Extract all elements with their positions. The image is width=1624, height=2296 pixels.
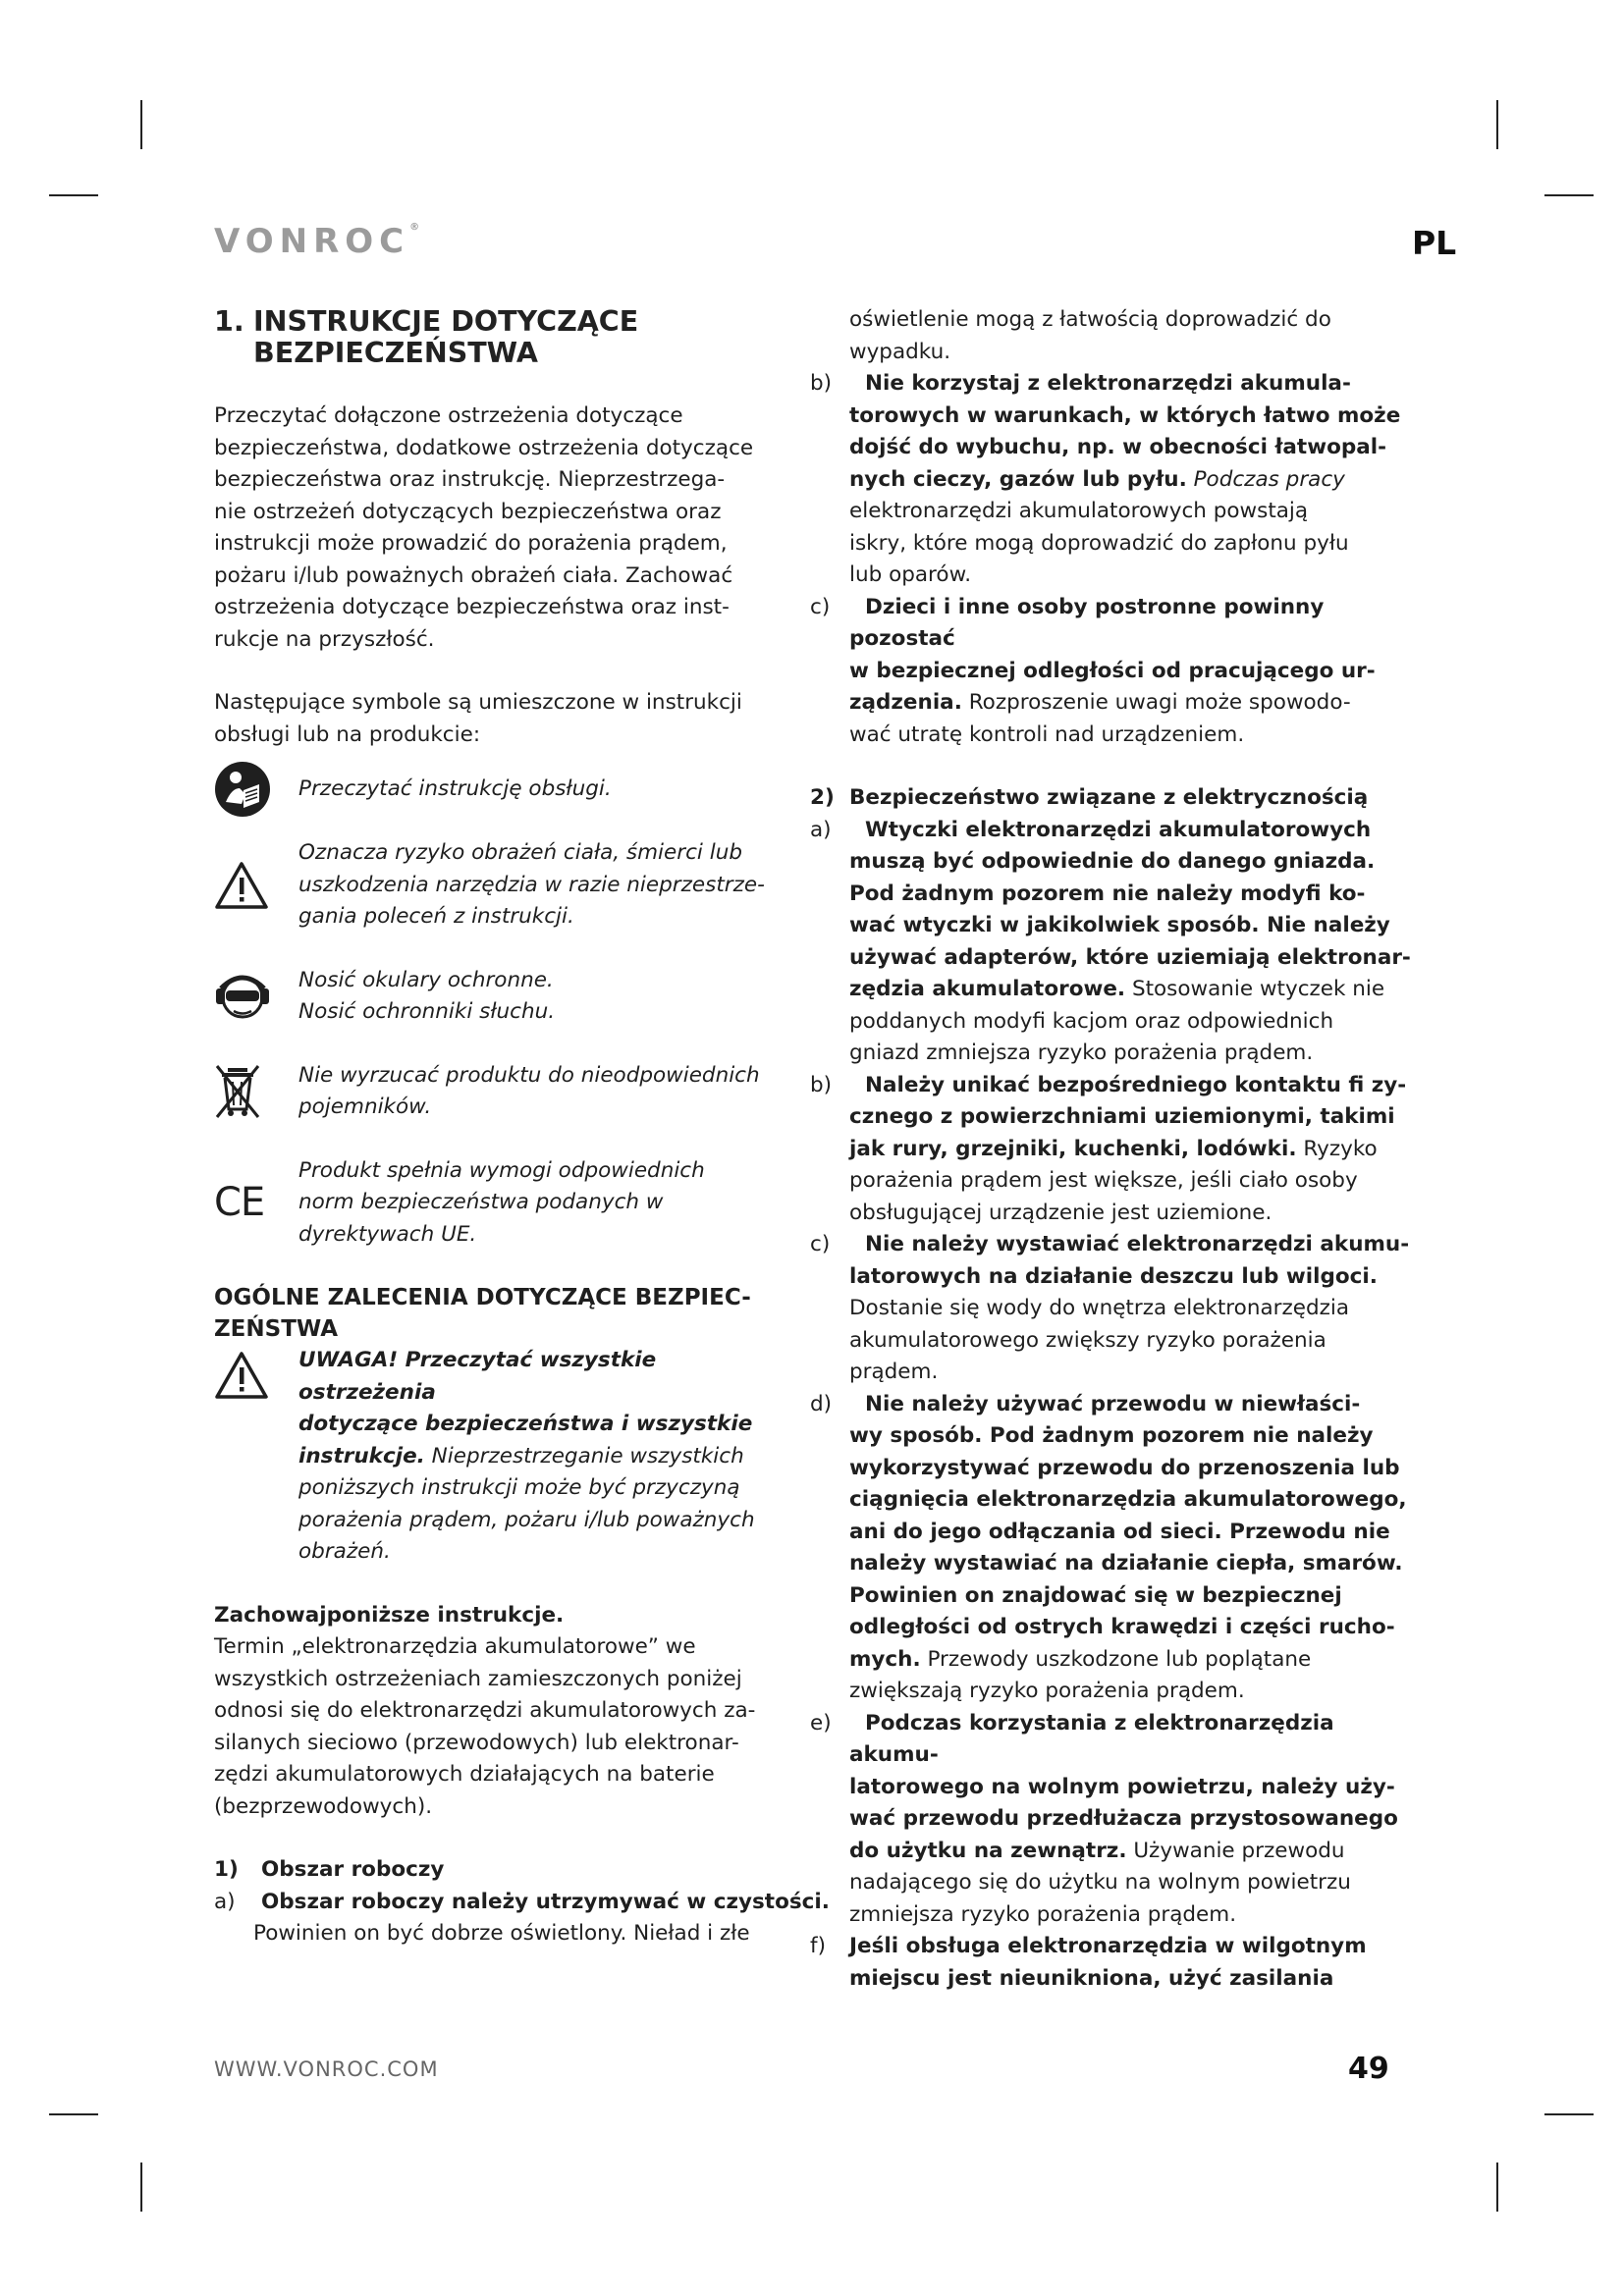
electrical-item-a: a) Wtyczki elektronarzędzi akumulatorowych muszą być odpowiednie do danego gniazda. Pod żadnym pozorem nie należy modyfi ko- wać wtyczki w jakikolwiek sposób. Nie należy używać adapterów, które uziemiają elektronar- zędzia akumulatorowe. Stosowanie wtyczek nie poddanych modyfi kacjom oraz odpowiednich gniazd zmniejsza ryzyko porażenia prądem.	[810, 817, 1411, 1065]
crop-mark	[1544, 2113, 1594, 2115]
electrical-item-c: c) Nie należy wystawiać elektronarzędzi akumu- latorowych na działanie deszczu lub wilgoci. Dostanie się wody do wnętrza elektronarzędzia akumulatorowego zwiększy ryzyko porażenia prądem.	[810, 1232, 1410, 1384]
right-column	[810, 304, 1419, 1995]
work-area-item-b: b) Nie korzystaj z elektronarzędzi akumula- torowych w warunkach, w których łatwo może dojść do wybuchu, np. w obecności łatwopal- nych cieczy, gazów lub pyłu. Podczas pracy elektronarzędzi akumulatorowych powstają iskry, które mogą doprowadzić do zapłonu pyłu lub oparów.	[810, 371, 1401, 587]
electrical-heading: 2) Bezpieczeństwo związane z elektrycznością	[810, 785, 1369, 810]
keep-instructions-title: Zachowajponiższe instrukcje.	[214, 1602, 565, 1628]
footer-url: WWW.VONROC.COM	[214, 2057, 439, 2081]
work-area-item-a-continued: oświetlenie mogą z łatwością doprowadzić do wypadku.	[849, 307, 1331, 364]
electrical-item-d: d) Nie należy używać przewodu w niewłaści- wy sposób. Pod żadnym pozorem nie należy wykorzystywać przewodu do przenoszenia lub ciągnięcia elektronarzędzia akumulatorowego, ani do jego odłączania od sieci. Przewodu nie należy wystawiać na działanie ciepła, smarów. Powinien on znajdować się w bezpiecznej odległości od ostrych krawędzi i części rucho- mych. Przewody uszkodzone lub poplątane zwiększają ryzyko porażenia prądem.	[810, 1391, 1407, 1703]
language-code: PL	[1412, 224, 1457, 262]
general-warning: UWAGA! Przeczytać wszystkie ostrzeżenia dotyczące bezpieczeństwa i wszystkie instrukcje. Nieprzestrzeganie wszystkich poniższych instrukcji może być przyczyną porażenia prądem, pożaru i/lub poważnych obrażeń.	[214, 1345, 793, 1569]
symbol-ce: CE Produkt spełnia wymogi odpowiednich norm bezpieczeństwa podanych w dyrektywach UE.	[214, 1157, 705, 1247]
term-paragraph: Termin „elektronarzędzia akumulatorowe” we wszystkich ostrzeżeniach zamieszczonych poniżej odnosi się do elektronarzędzi akumulatorowych za- silanych sieciowo (przewodowych) lub elektronar- zędzi akumulatorowych działających na baterie (bezprzewodowych).	[214, 1634, 756, 1819]
work-area-item-c: c) Dzieci i inne osoby postronne powinny pozostać w bezpiecznej odległości od pracującego ur- ządzenia. Rozproszenie uwagi może spowodo- wać utratę kontroli nad urządzeniem.	[810, 594, 1376, 747]
crop-mark	[1496, 2163, 1498, 2212]
warning-triangle-icon	[214, 861, 269, 910]
electrical-item-b: b) Należy unikać bezpośredniego kontaktu fi zy- cznego z powierzchniami uziemionymi, takimi jak rury, grzejniki, kuchenki, lodówki. Ryzyko porażenia prądem jest większe, jeśli ciało osoby obsługującej urządzenie jest uziemione.	[810, 1072, 1407, 1225]
work-area-item-a: a) Obszar roboczy należy utrzymywać w czystości. Powinien on być dobrze oświetlony. Nieład i złe	[214, 1889, 830, 1946]
symbols-intro: Następujące symbole są umieszczone w instrukcji obsługi lub na produkcie:	[214, 690, 742, 747]
left-column	[214, 304, 830, 1950]
crop-mark	[49, 194, 98, 196]
brand-logo: VONROC®	[214, 222, 420, 261]
general-safety-heading: OGÓLNE ZALECENIA DOTYCZĄCE BEZPIEC- ZEŃSTWA	[214, 1285, 751, 1342]
safety-glasses-ear-protection-icon	[214, 967, 271, 1026]
crop-mark	[140, 2163, 142, 2212]
crop-mark	[49, 2113, 98, 2115]
crop-mark	[1496, 100, 1498, 149]
read-manual-icon	[214, 761, 271, 818]
work-area-heading: 1) Obszar roboczy	[214, 1857, 445, 1882]
crop-mark	[140, 100, 142, 149]
symbol-disposal: Nie wyrzucać produktu do nieodpowiednich pojemników.	[214, 1060, 793, 1124]
ce-mark-icon: CE	[214, 1180, 265, 1225]
warning-triangle-icon	[214, 1351, 269, 1400]
section-title: 1. INSTRUKCJE DOTYCZĄCE BEZPIECZEŃSTWA	[214, 305, 639, 369]
symbol-protective-gear: Nosić okulary ochronne. Nosić ochronniki słuchu.	[214, 965, 793, 1029]
symbol-warning: Oznacza ryzyko obrażeń ciała, śmierci lub uszkodzenia narzędzia w razie nieprzestrze- gania poleceń z instrukcji.	[214, 837, 793, 934]
intro-paragraph: Przeczytać dołączone ostrzeżenia dotyczące bezpieczeństwa, dodatkowe ostrzeżenia dotyczące bezpieczeństwa oraz instrukcję. Nieprzestrzega- nie ostrzeżeń dotyczących bezpieczeństwa oraz instrukcji może prowadzić do porażenia prądem, pożaru i/lub poważnych obrażeń ciała. Zachować ostrzeżenia dotyczące bezpieczeństwa oraz inst- rukcje na przyszłość.	[214, 403, 754, 652]
symbol-read-manual: Przeczytać instrukcję obsługi.	[214, 761, 793, 818]
crossed-bin-icon	[214, 1062, 261, 1121]
electrical-item-f: f) Jeśli obsługa elektronarzędzia w wilgotnym miejscu jest nieunikniona, użyć zasilania	[810, 1934, 1367, 1991]
electrical-item-e: e) Podczas korzystania z elektronarzędzia akumu- latorowego na wolnym powietrzu, należy uży- wać przewodu przedłużacza przystosowanego do użytku na zewnątrz. Używanie przewodu nadającego się do użytku na wolnym powietrzu zmniejsza ryzyko porażenia prądem.	[810, 1710, 1398, 1927]
page-number: 49	[1348, 2052, 1389, 2086]
crop-mark	[1544, 194, 1594, 196]
